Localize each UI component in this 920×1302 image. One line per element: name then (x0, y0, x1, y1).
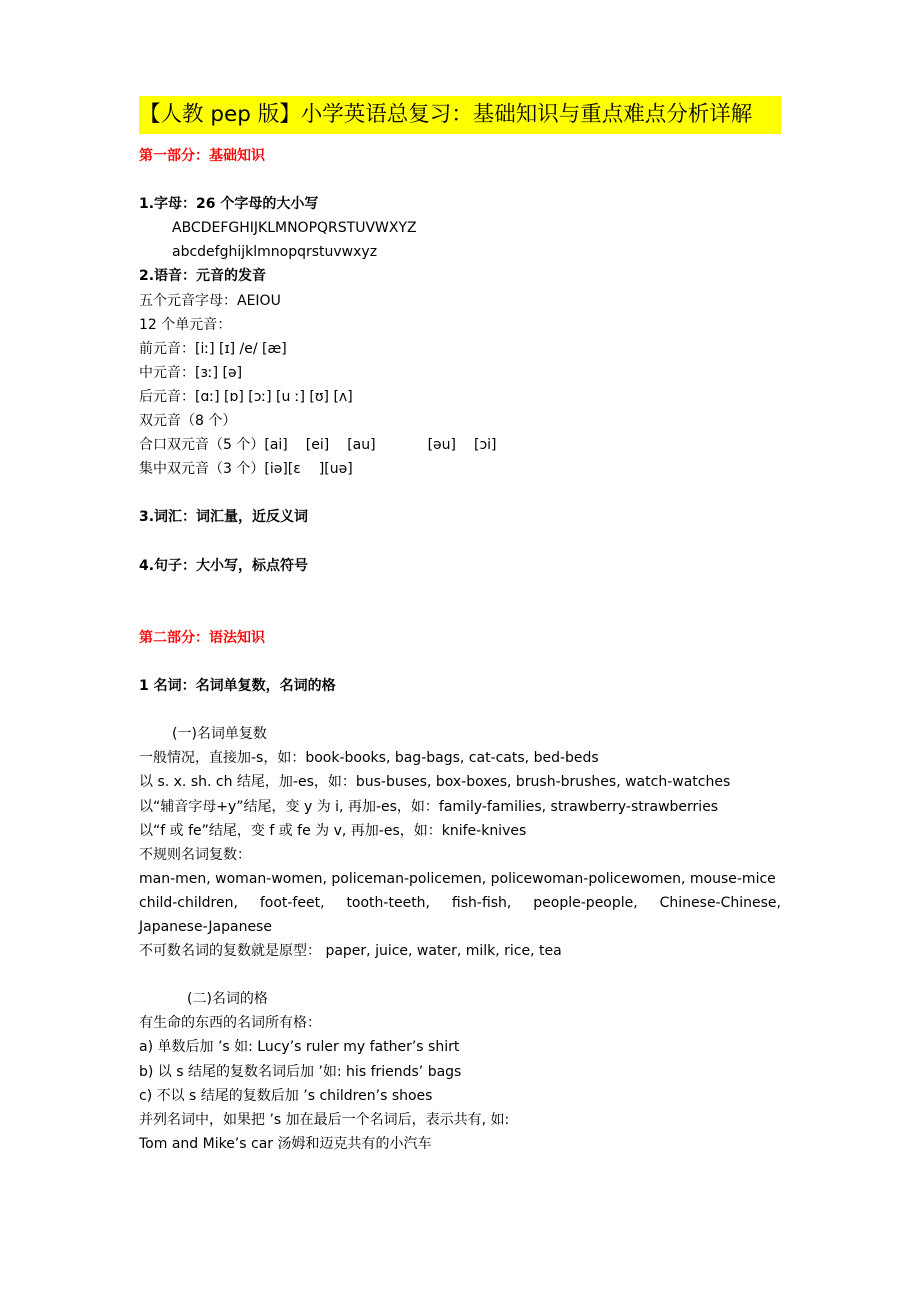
possessive-rule: b) 以 s 结尾的复数名词后加 ’如: his friends’ bags (139, 1063, 462, 1080)
closing-diphthongs-label: 合口双元音（5 个） (139, 437, 265, 454)
phonetics-line: 中元音：[ɜː] [ə] (139, 364, 243, 381)
possessive-rule: 有生命的东西的名词所有格： (139, 1015, 321, 1032)
phonetics-line: 前元音：[iː] [ɪ] /e/ [æ] (139, 340, 287, 357)
phonetics-line: 12 个单元音： (139, 316, 232, 333)
irregular-plural: foot-feet, (259, 894, 325, 911)
irregular-plural: Chinese-Chinese, (659, 894, 781, 911)
diphthong: [iə][ε (264, 461, 301, 478)
section-sentences-heading: 4.句子：大小写，标点符号 (139, 557, 309, 574)
diphthong: [əu] (427, 437, 457, 454)
uncountable-nouns: 不可数名词的复数就是原型： paper, juice, water, milk, rice, tea (139, 943, 562, 960)
centering-diphthongs-line (139, 457, 781, 481)
phonetics-line: 双元音（8 个） (139, 413, 237, 430)
uppercase-alphabet: ABCDEFGHIJKLMNOPQRSTUVWXYZ (172, 220, 417, 237)
possessive-rule: a) 单数后加 ’s 如: Lucy’s ruler my father’s shirt (139, 1039, 460, 1056)
plural-rule: man-men, woman-women, policeman-policemen, policewoman-policewomen, mouse-mice (139, 870, 776, 887)
possessive-subheading: (二)名词的格 (187, 991, 268, 1008)
plural-rule: 以 s. x. sh. ch 结尾，加-es，如：bus-buses, box-boxes, brush-brushes, watch-watches (139, 774, 731, 791)
plural-rule: 一般情况，直接加-s，如：book-books, bag-bags, cat-cats, bed-beds (139, 750, 599, 767)
document-title: 【人教 pep 版】小学英语总复习：基础知识与重点难点分析详解 (139, 96, 781, 134)
irregular-plurals-row (139, 891, 781, 915)
part2-heading: 第二部分：语法知识 (139, 629, 265, 646)
plural-subheading: (一)名词单复数 (172, 726, 267, 743)
section-nouns-heading: 1 名词：名词单复数，名词的格 (139, 678, 336, 695)
diphthong: [ai] (264, 437, 288, 454)
closing-diphthongs-line (139, 433, 781, 457)
possessive-rule: 并列名词中，如果把 ’s 加在最后一个名词后，表示共有, 如: (139, 1111, 510, 1128)
irregular-plural-last: Japanese-Japanese (139, 919, 272, 935)
phonetics-line: 后元音：[ɑː] [ɒ] [ɔː] [u ː] [ʊ] [ʌ] (139, 388, 353, 405)
irregular-plural: child-children, (139, 894, 238, 911)
irregular-plural: people-people, (533, 894, 638, 911)
diphthong: [ei] (305, 437, 330, 454)
phonetics-line: 五个元音字母：AEIOU (139, 292, 281, 309)
lowercase-alphabet: abcdefghijklmnopqrstuvwxyz (172, 244, 378, 261)
possessive-rule: c) 不以 s 结尾的复数后加 ’s children’s shoes (139, 1087, 433, 1104)
irregular-plural: fish-fish, (451, 894, 512, 911)
section-vocabulary-heading: 3.词汇：词汇量，近反义词 (139, 509, 309, 526)
document-page (139, 96, 781, 1156)
diphthong: [ɔi] (474, 437, 497, 454)
plural-rule: 以“辅音字母+y”结尾，变 y 为 i, 再加-es，如：family-families, strawberry-strawberries (139, 798, 719, 815)
plural-rule: 以“f 或 fe”结尾，变 f 或 fe 为 v, 再加-es，如：knife-knives (139, 822, 527, 839)
diphthong: ][uə] (318, 461, 353, 478)
centering-diphthongs-label: 集中双元音（3 个） (139, 461, 265, 478)
section-letters-heading: 1.字母：26 个字母的大小写 (139, 196, 319, 213)
diphthong: [au] (347, 437, 376, 454)
part1-heading: 第一部分：基础知识 (139, 148, 265, 164)
possessive-rule: Tom and Mike’s car 汤姆和迈克共有的小汽车 (139, 1135, 432, 1152)
section-phonetics-heading: 2.语音：元音的发音 (139, 268, 267, 285)
irregular-plural: tooth-teeth, (346, 894, 430, 911)
plural-rule: 不规则名词复数： (139, 846, 251, 863)
